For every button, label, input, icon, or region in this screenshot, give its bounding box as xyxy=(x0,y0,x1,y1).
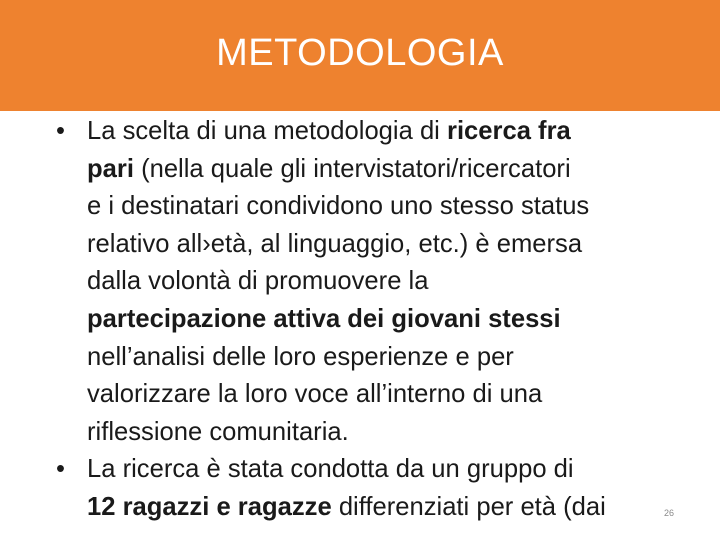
text-line: nell’analisi delle loro esperienze e per xyxy=(87,342,514,371)
emphasis-text: ricerca fra xyxy=(446,117,571,145)
bullet-item xyxy=(52,451,692,526)
text-line: e i destinatari condividono uno stesso status xyxy=(87,192,590,221)
slide-body xyxy=(52,113,692,527)
emphasis-text: pari xyxy=(87,154,134,183)
bullet-item xyxy=(52,113,692,451)
emphasis-text: 12 ragazzi e ragazze xyxy=(87,492,332,521)
bullet-icon: • xyxy=(56,117,65,145)
text-line: pari (nella quale gli intervistatori/ricercatori xyxy=(87,154,571,183)
emphasis-line: partecipazione attiva dei giovani stessi xyxy=(87,304,561,333)
text-line: relativo all›età, al linguaggio, etc.) è emersa xyxy=(87,229,583,258)
slide-title: METODOLOGIA xyxy=(216,32,504,74)
title-bar xyxy=(0,0,720,111)
text-line: La scelta di una metodologia di ricerca fra xyxy=(87,117,571,145)
text-line: La ricerca è stata condotta da un gruppo di xyxy=(87,455,574,484)
text-line: 12 ragazzi e ragazze differenziati per età (dai xyxy=(87,492,606,521)
slide-number: 26 xyxy=(664,508,675,518)
text-line: dalla volontà di promuovere la xyxy=(87,267,429,296)
text-line: valorizzare la loro voce all’interno di una xyxy=(87,380,543,409)
text-line: riflessione comunitaria. xyxy=(87,417,349,446)
bullet-icon: • xyxy=(56,455,65,484)
